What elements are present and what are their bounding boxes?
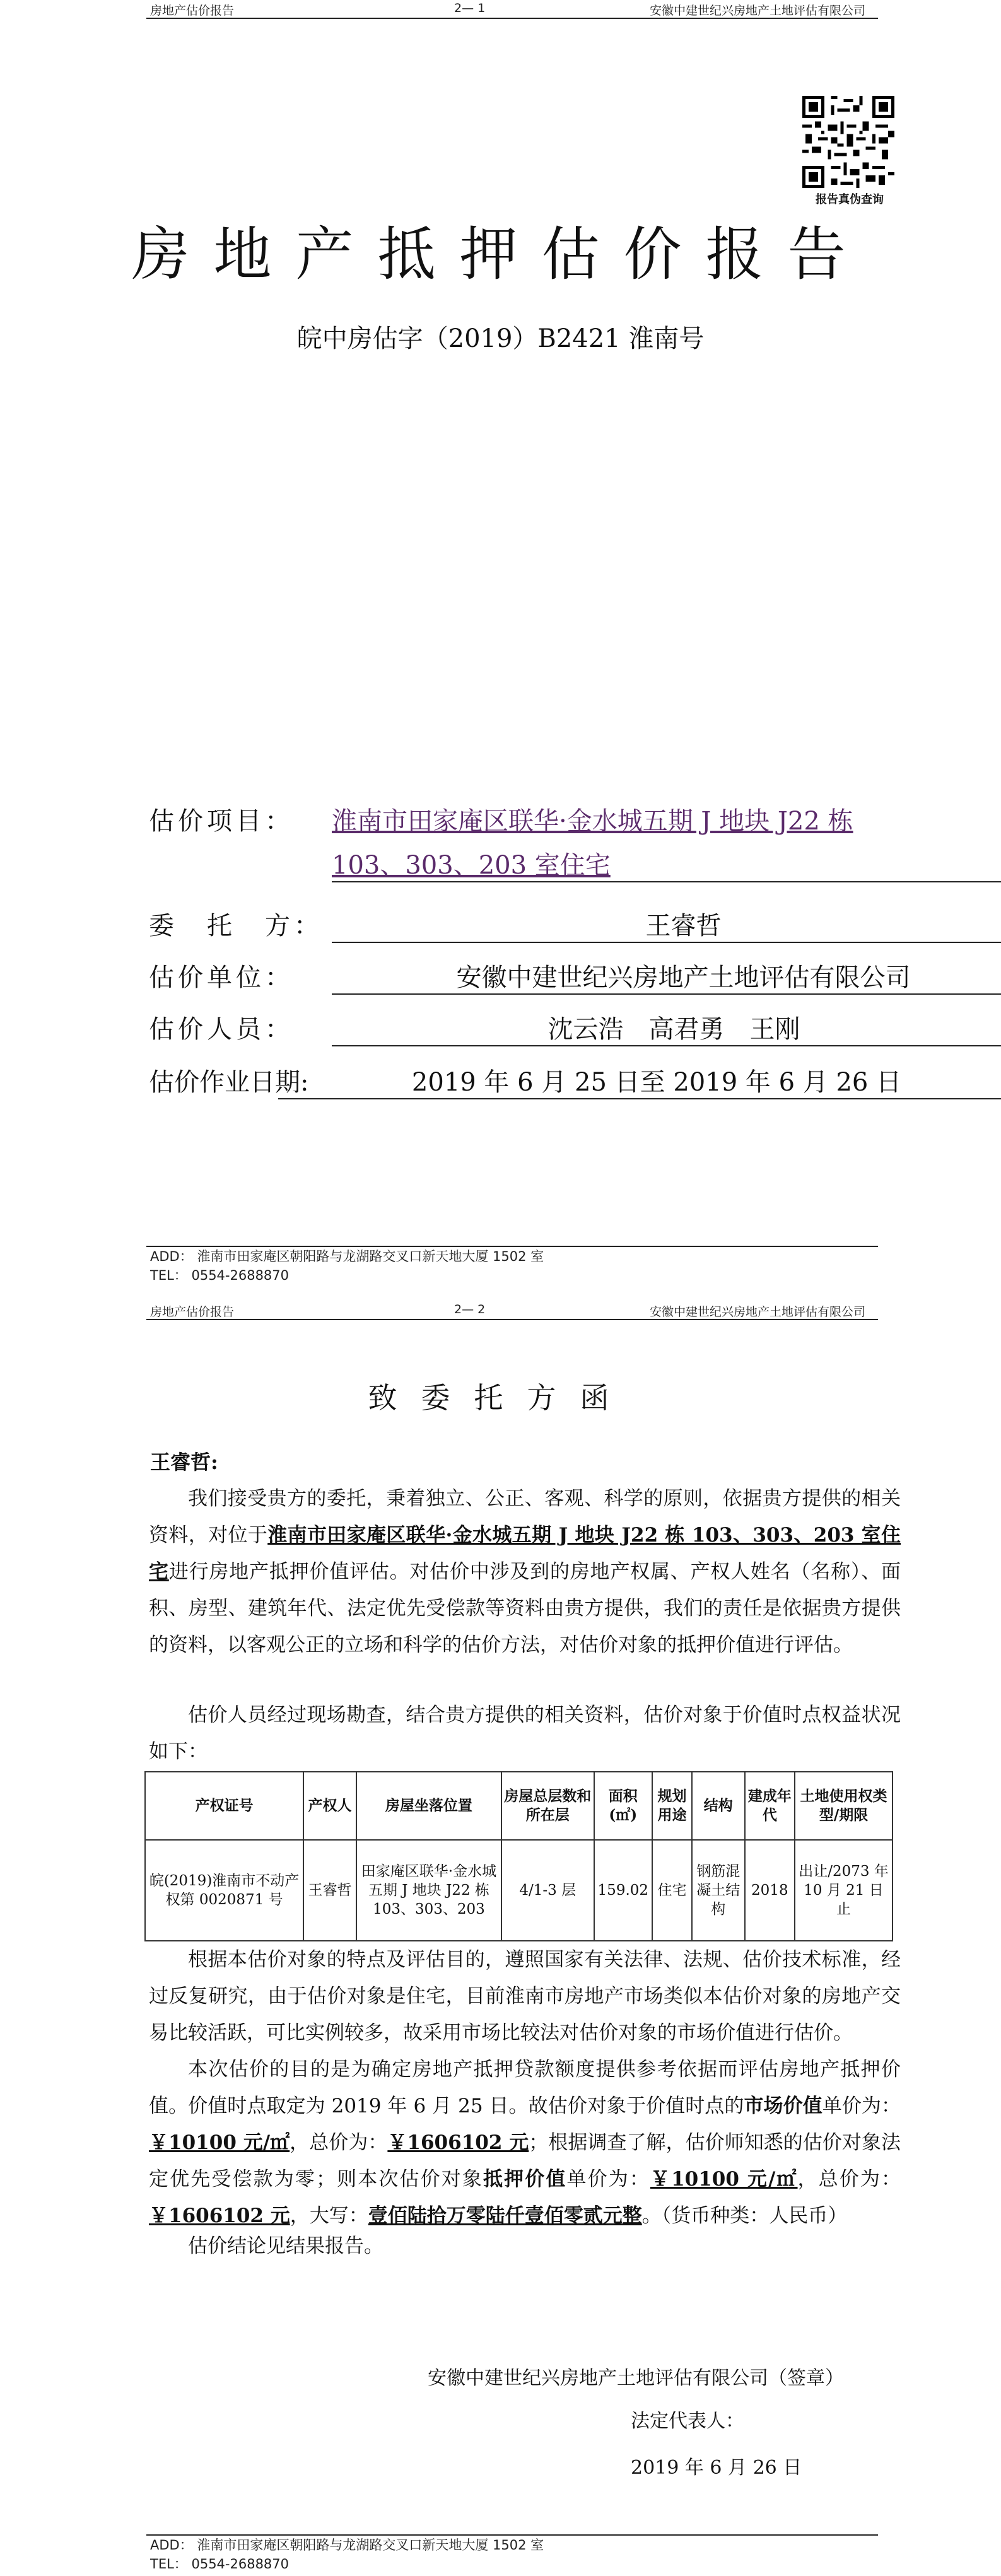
table-cell: 皖(2019)淮南市不动产权第 0020871 号 bbox=[145, 1840, 303, 1941]
p4-text: 本次估价的目的是为确定房地产抵押贷款额度提供参考依据而评估房地产抵押价值。价值时点取定为 2019 年 6 月 25 日。故估价对象于价值时点的 bbox=[149, 2058, 901, 2117]
table-cell: 住宅 bbox=[652, 1840, 692, 1941]
header-company: 安徽中建世纪兴房地产土地评估有限公司 bbox=[649, 1305, 865, 1319]
signature-company: 安徽中建世纪兴房地产土地评估有限公司（签章） bbox=[428, 2367, 844, 2389]
letter-addressee: 王睿哲: bbox=[150, 1450, 218, 1474]
page-header bbox=[146, 0, 878, 19]
report-title: 房地产抵押估价报告 bbox=[131, 221, 870, 288]
p4-mortgage-unit-price: ￥10100 元/㎡ bbox=[650, 2168, 798, 2191]
field-label: 估价作业日期: bbox=[149, 1068, 309, 1097]
header-left: 房地产估价报告 bbox=[150, 4, 235, 18]
p4-market-unit-price: ￥10100 元/㎡ bbox=[149, 2131, 290, 2154]
header-left: 房地产估价报告 bbox=[150, 1305, 235, 1319]
p4-text: 。（货币种类：人民币） bbox=[641, 2204, 848, 2227]
signature-legal-rep: 法定代表人： bbox=[631, 2410, 744, 2432]
company-value: 安徽中建世纪兴房地产土地评估有限公司 bbox=[332, 957, 1001, 995]
cover-page: 房地产估价报告 2— 1 安徽中建世纪兴房地产土地评估有限公司 报告真伪查询 房地产抵押估价报告 皖中房估字（2019）B2421 淮南号 估价项目： 淮南市田家庵区联华·金水城五期 J 地块 J22 栋 103、303、203 室住宅 委 托 方： 王睿哲 估价单位： 安徽中建世纪兴房地产土地评估有限公司 估价人员： 沈云浩 高君勇 王刚 估价作业日期: 2019 年 6 月 25 日至 2019 年 6 月 26 日 ADD： 淮南市田家庵区朝阳路与龙湖路交叉口新天地大厦 1502 室 TEL： 0554-2688870 bbox=[0, 0, 1001, 1301]
qr-code-icon bbox=[802, 96, 894, 188]
table-row bbox=[145, 1840, 893, 1941]
p4-text: 单价为： bbox=[566, 2168, 650, 2191]
p1-text-a: 我们接受贵方的委托，秉着独立、公正、客观、科学的原则，依据贵方提供的相关资料，对位于 bbox=[149, 1487, 901, 1547]
p4-text: ；根据调查了解，估价师知悉的估价对象法定优先受偿款为零；则本次估价对象 bbox=[149, 2131, 901, 2191]
field-label: 委 托 方： bbox=[149, 911, 323, 940]
table-header: 建成年代 bbox=[745, 1772, 795, 1840]
page-footer bbox=[146, 2534, 878, 2573]
letter-paragraph-5: 估价结论见结果报告。 bbox=[188, 2235, 383, 2257]
table-cell: 出让/2073 年 10 月 21 日止 bbox=[795, 1840, 893, 1941]
field-label: 估价人员： bbox=[149, 1015, 294, 1044]
table-header: 结构 bbox=[692, 1772, 745, 1840]
header-page-number: 2— 2 bbox=[454, 1303, 486, 1316]
table-cell: 4/1-3 层 bbox=[501, 1840, 594, 1941]
header-page-number: 2— 1 bbox=[454, 1, 486, 15]
qr-caption: 报告真伪查询 bbox=[816, 193, 884, 206]
document-number: 皖中房估字（2019）B2421 淮南号 bbox=[296, 324, 705, 353]
letter-title: 致委托方函 bbox=[368, 1381, 633, 1415]
table-header: 产权人 bbox=[303, 1772, 356, 1840]
p4-text: ，总价为： bbox=[290, 2131, 388, 2154]
footer-address: ADD： 淮南市田家庵区朝阳路与龙湖路交叉口新天地大厦 1502 室 bbox=[150, 1249, 544, 1264]
p4-mortgage-total-price: ￥1606102 元 bbox=[149, 2204, 290, 2227]
footer-tel: TEL： 0554-2688870 bbox=[150, 1268, 290, 1283]
p4-market-value-label: 市场价值 bbox=[744, 2095, 822, 2117]
footer-address: ADD： 淮南市田家庵区朝阳路与龙湖路交叉口新天地大厦 1502 室 bbox=[150, 2538, 544, 2553]
p4-text: ，总价为： bbox=[797, 2168, 901, 2191]
project-value-line2: 103、303、203 室住宅 bbox=[332, 845, 1001, 882]
table-cell: 田家庵区联华·金水城五期 J 地块 J22 栋 103、303、203 bbox=[356, 1840, 501, 1941]
letter-paragraph-2: 估价人员经过现场勘查，结合贵方提供的相关资料，估价对象于价值时点权益状况如下： bbox=[149, 1704, 901, 1763]
work-date-value: 2019 年 6 月 25 日至 2019 年 6 月 26 日 bbox=[278, 1062, 1001, 1099]
table-header: 土地使用权类型/期限 bbox=[795, 1772, 893, 1840]
page-footer bbox=[146, 1246, 878, 1285]
table-cell: 钢筋混凝土结构 bbox=[692, 1840, 745, 1941]
letter-paragraph-4 bbox=[149, 2051, 901, 2234]
page-header bbox=[146, 1301, 878, 1320]
table-cell: 2018 bbox=[745, 1840, 795, 1941]
footer-tel: TEL： 0554-2688870 bbox=[150, 2556, 290, 2572]
appraisers-value: 沈云浩 高君勇 王刚 bbox=[332, 1009, 1001, 1046]
p4-text: ，大写： bbox=[290, 2204, 368, 2227]
letter-paragraph-1 bbox=[149, 1480, 901, 1663]
table-header: 房屋总层数和所在层 bbox=[501, 1772, 594, 1840]
table-header: 房屋坐落位置 bbox=[356, 1772, 501, 1840]
p4-market-total-price: ￥1606102 元 bbox=[387, 2131, 529, 2154]
table-header: 规划用途 bbox=[652, 1772, 692, 1840]
letter-paragraph-3: 根据本估价对象的特点及评估目的，遵照国家有关法律、法规、估价技术标准，经过反复研究，由于估价对象是住宅，目前淮南市房地产市场类似本估价对象的房地产交易比较活跃，可比实例较多，故采用市场比较法对估价对象的市场价值进行估价。 bbox=[149, 1948, 901, 2044]
property-table bbox=[144, 1771, 893, 1941]
table-header: 产权证号 bbox=[145, 1772, 303, 1840]
p4-amount-in-words: 壹佰陆拾万零陆仟壹佰零贰元整 bbox=[368, 2204, 642, 2227]
field-label: 估价项目： bbox=[149, 807, 294, 836]
table-cell: 王睿哲 bbox=[303, 1840, 356, 1941]
table-header-row bbox=[145, 1772, 893, 1840]
table-cell: 159.02 bbox=[594, 1840, 653, 1941]
p1-text-c: 进行房地产抵押价值评估。对估价中涉及到的房地产权属、产权人姓名（名称）、面积、房型、建筑年代、法定优先受偿款等资料由贵方提供，我们的责任是依据贵方提供的资料，以客观公正的立场和科学的估价方法，对估价对象的抵押价值进行评估。 bbox=[149, 1560, 901, 1656]
p4-mortgage-value-label: 抵押价值 bbox=[483, 2168, 567, 2191]
table-header: 面积(㎡) bbox=[594, 1772, 653, 1840]
client-value: 王睿哲 bbox=[332, 906, 1001, 943]
header-company: 安徽中建世纪兴房地产土地评估有限公司 bbox=[649, 4, 865, 18]
p1-property-address: 淮南市田家庵区联华·金水城五期 J 地块 J22 栋 103、303、203 室住宅 bbox=[149, 1524, 901, 1583]
p4-text: 单价为： bbox=[822, 2095, 901, 2117]
field-label: 估价单位： bbox=[149, 963, 294, 992]
signature-date: 2019 年 6 月 26 日 bbox=[631, 2457, 802, 2479]
